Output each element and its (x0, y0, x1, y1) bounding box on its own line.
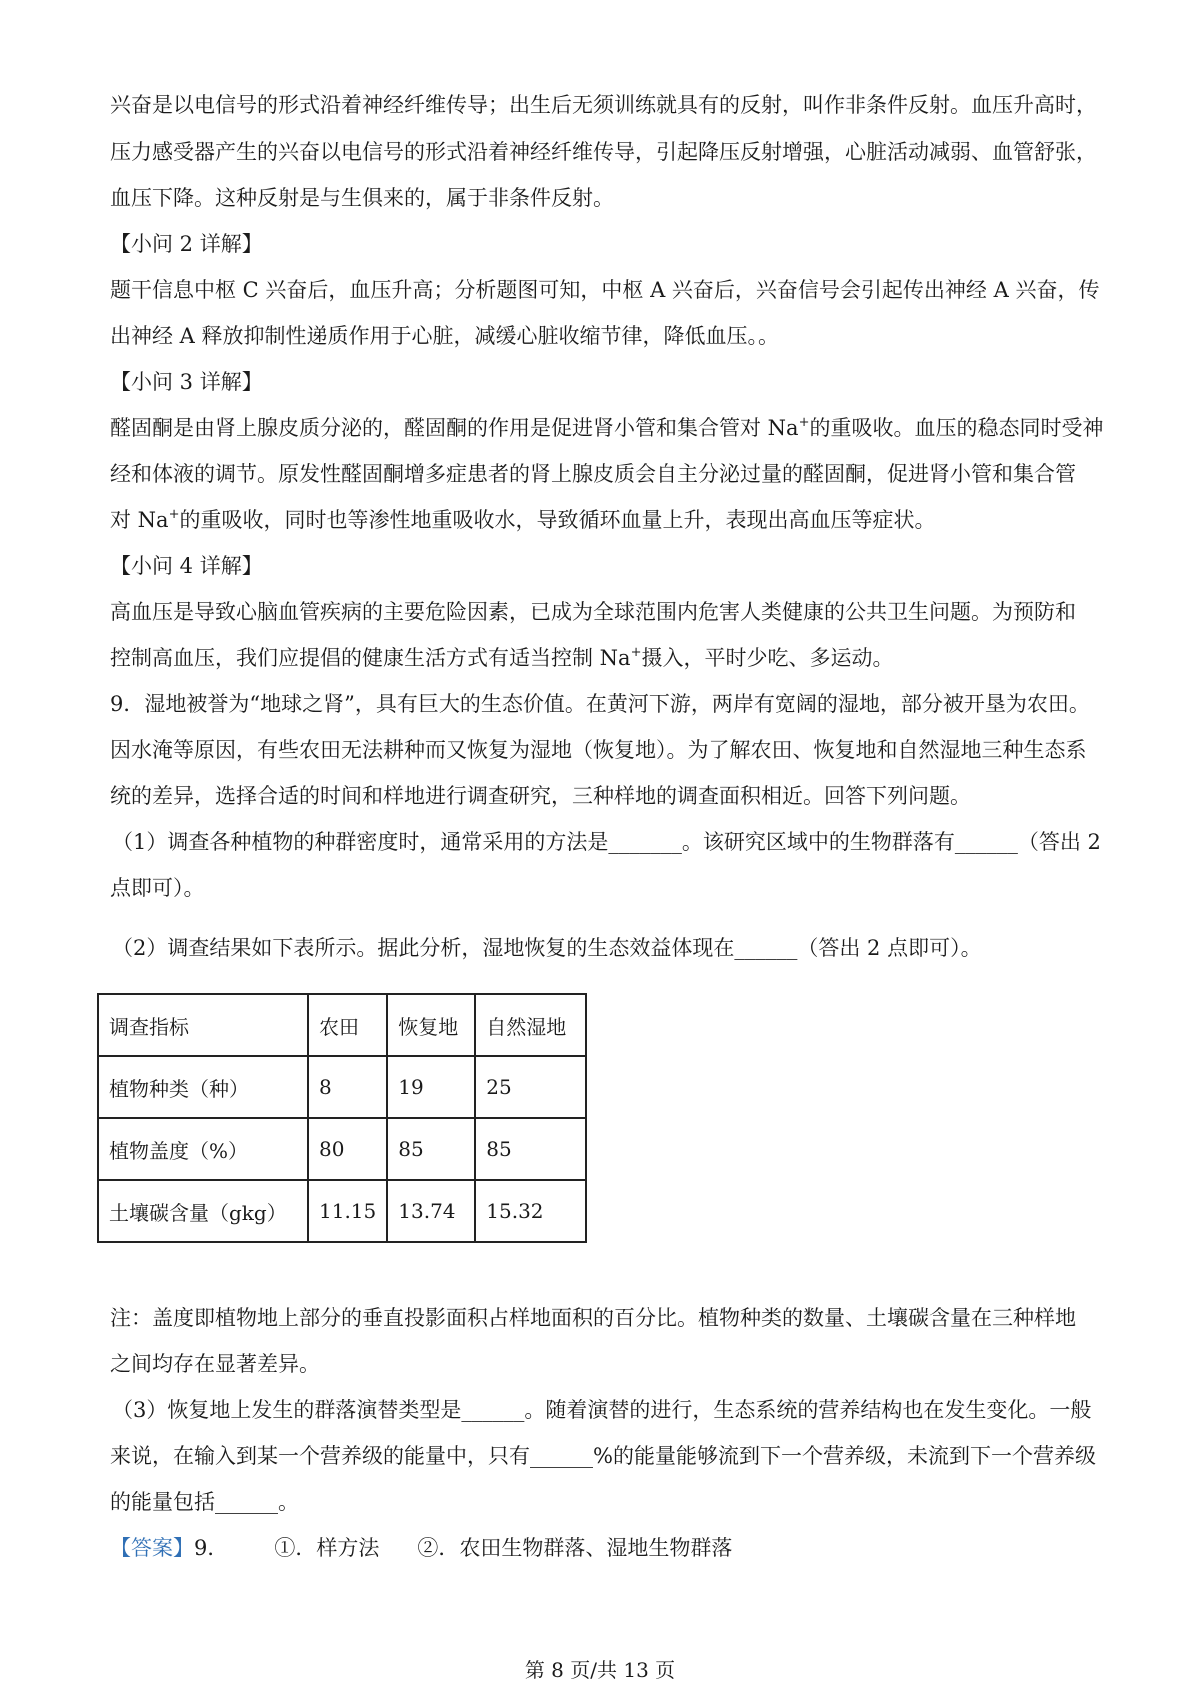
table-header-cell: 自然湿地 (475, 994, 586, 1056)
paragraph-line: 压力感受器产生的兴奋以电信号的形式沿着神经纤维传导，引起降压反射增强，心脏活动减弱、血管舒张， (110, 140, 1097, 164)
answer-label: 【答案】 (110, 1536, 194, 1560)
subquestion-3: （3）恢复地上发生的群落演替类型是______。随着演替的进行，生态系统的营养结构也在发生变化。一般 (112, 1398, 1092, 1422)
table-row (98, 1180, 586, 1242)
table-cell: 植物盖度（%） (98, 1118, 308, 1180)
paragraph-line: 高血压是导致心脑血管疾病的主要危险因素，已成为全球范围内危害人类健康的公共卫生问题。为预防和 (110, 600, 1076, 624)
text-run: 的重吸收。血压的稳态同时受神 (809, 416, 1104, 440)
table-cell: 80 (308, 1118, 387, 1180)
paragraph-line: 题干信息中枢 C 兴奋后，血压升高；分析题图可知，中枢 A 兴奋后，兴奋信号会引起传出神经 A 兴奋，传 (110, 278, 1100, 302)
table-cell: 13.74 (387, 1180, 475, 1242)
answer-1: ①．样方法 (274, 1536, 380, 1560)
subquestion-1-cont: 点即可）。 (110, 876, 205, 900)
table-header-cell: 恢复地 (387, 994, 475, 1056)
text-run: 对 Na (110, 508, 169, 532)
text-run: 控制高血压，我们应提倡的健康生活方式有适当控制 Na (110, 646, 631, 670)
table-cell: 19 (387, 1056, 475, 1118)
subquestion-3-cont: 来说，在输入到某一个营养级的能量中，只有______%的能量能够流到下一个营养级，未流到下一个营养级 (110, 1444, 1096, 1468)
answer-line (110, 1533, 732, 1563)
section-heading-q4: 【小问 4 详解】 (110, 554, 263, 578)
paragraph-line (110, 413, 1103, 443)
survey-results-table (97, 993, 587, 1243)
paragraph-line (110, 643, 893, 673)
table-note: 注：盖度即植物地上部分的垂直投影面积占样地面积的百分比。植物种类的数量、土壤碳含量在三种样地 (110, 1306, 1076, 1330)
subquestion-3-cont: 的能量包括______。 (110, 1490, 299, 1514)
subquestion-2: （2）调查结果如下表所示。据此分析，湿地恢复的生态效益体现在______（答出 2 点即可）。 (112, 936, 982, 960)
table-row (98, 1118, 586, 1180)
table-note: 之间均存在显著差异。 (110, 1352, 320, 1376)
text-run: 摄入，平时少吃、多运动。 (641, 646, 894, 670)
question-9-line: 因水淹等原因，有些农田无法耕种而又恢复为湿地（恢复地）。为了解农田、恢复地和自然湿地三种生态系 (110, 738, 1087, 762)
superscript-plus: + (798, 415, 810, 430)
paragraph-line: 出神经 A 释放抑制性递质作用于心脏，减缓心脏收缩节律，降低血压。。 (110, 324, 780, 348)
table-header-row (98, 994, 586, 1056)
superscript-plus: + (630, 645, 642, 660)
subquestion-1: （1）调查各种植物的种群密度时，通常采用的方法是_______。该研究区域中的生物群落有______（答出 2 (112, 830, 1101, 854)
table-cell: 土壤碳含量（gkg） (98, 1180, 308, 1242)
paragraph-line: 经和体液的调节。原发性醛固酮增多症患者的肾上腺皮质会自主分泌过量的醛固酮，促进肾小管和集合管 (110, 462, 1076, 486)
answer-number: 9． (194, 1536, 229, 1560)
paragraph-line (110, 505, 935, 535)
table-cell: 85 (475, 1118, 586, 1180)
table-cell: 15.32 (475, 1180, 586, 1242)
superscript-plus: + (168, 507, 180, 522)
answer-2: ②．农田生物群落、湿地生物群落 (417, 1536, 733, 1560)
text-run: 的重吸收，同时也等渗性地重吸收水，导致循环血量上升，表现出高血压等症状。 (179, 508, 936, 532)
page-footer: 第 8 页/共 13 页 (524, 1658, 676, 1682)
paragraph-line: 血压下降。这种反射是与生俱来的，属于非条件反射。 (110, 186, 614, 210)
table-cell: 85 (387, 1118, 475, 1180)
table-cell: 植物种类（种） (98, 1056, 308, 1118)
question-9-line: 统的差异，选择合适的时间和样地进行调查研究，三种样地的调查面积相近。回答下列问题。 (110, 784, 971, 808)
section-heading-q2: 【小问 2 详解】 (110, 232, 263, 256)
table-header-cell: 农田 (308, 994, 387, 1056)
question-9-line: 9．湿地被誉为“地球之肾”，具有巨大的生态价值。在黄河下游，两岸有宽阔的湿地，部分被开垦为农田。 (110, 692, 1090, 716)
table-cell: 11.15 (308, 1180, 387, 1242)
table-cell: 25 (475, 1056, 586, 1118)
table-cell: 8 (308, 1056, 387, 1118)
section-heading-q3: 【小问 3 详解】 (110, 370, 263, 394)
table-row (98, 1056, 586, 1118)
paragraph-line: 兴奋是以电信号的形式沿着神经纤维传导；出生后无须训练就具有的反射，叫作非条件反射。血压升高时， (110, 93, 1097, 117)
table-header-cell: 调查指标 (98, 994, 308, 1056)
text-run: 醛固酮是由肾上腺皮质分泌的，醛固酮的作用是促进肾小管和集合管对 Na (110, 416, 799, 440)
